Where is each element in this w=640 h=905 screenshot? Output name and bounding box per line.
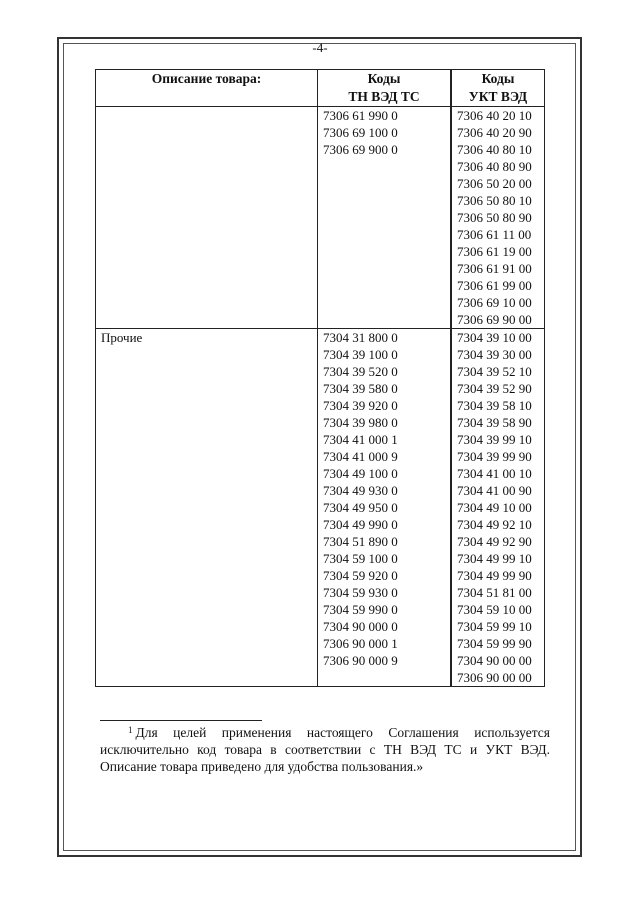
ukt-ved-cell bbox=[452, 107, 545, 329]
ukt-ved-code: 7304 59 99 90 bbox=[457, 636, 532, 651]
tn-ved-cell bbox=[318, 107, 451, 329]
ukt-ved-code: 7304 49 99 10 bbox=[457, 551, 532, 566]
ukt-ved-code: 7304 39 30 00 bbox=[457, 347, 532, 362]
ukt-ved-code: 7306 69 90 00 bbox=[457, 312, 532, 327]
ukt-ved-code: 7304 39 52 10 bbox=[457, 364, 532, 379]
tn-ved-code: 7304 49 950 0 bbox=[323, 500, 398, 515]
header-tn-ved-line2: ТН ВЭД ТС bbox=[348, 89, 420, 104]
tn-ved-code: 7304 39 520 0 bbox=[323, 364, 398, 379]
tn-ved-code: 7304 41 000 1 bbox=[323, 432, 398, 447]
ukt-ved-cell bbox=[452, 329, 545, 687]
header-tn-ved bbox=[318, 70, 451, 107]
tn-ved-code: 7304 31 800 0 bbox=[323, 330, 398, 345]
header-ukt-ved-line2: УКТ ВЭД bbox=[468, 89, 528, 104]
footnote-text: Для целей применения настоящего Соглашения используется исключительно код товара в соответствии с ТН ВЭД ТС и УКТ ВЭД. Описание товара приведено для удобства пользования.» bbox=[100, 725, 550, 774]
tn-ved-code: 7304 59 930 0 bbox=[323, 585, 398, 600]
ukt-ved-code: 7304 49 92 90 bbox=[457, 534, 532, 549]
tn-ved-code: 7304 39 580 0 bbox=[323, 381, 398, 396]
tn-ved-code: 7304 49 990 0 bbox=[323, 517, 398, 532]
tn-ved-code: 7306 69 900 0 bbox=[323, 142, 398, 157]
ukt-ved-code: 7306 50 80 90 bbox=[457, 210, 532, 225]
ukt-ved-code: 7306 50 20 00 bbox=[457, 176, 532, 191]
header-description: Описание товара: bbox=[96, 70, 318, 107]
ukt-ved-code: 7304 90 00 00 bbox=[457, 653, 532, 668]
ukt-ved-code: 7306 40 80 10 bbox=[457, 142, 532, 157]
table-row bbox=[96, 107, 545, 329]
description-cell: Прочие bbox=[96, 329, 318, 687]
footnote bbox=[100, 724, 550, 775]
tn-ved-code: 7304 49 100 0 bbox=[323, 466, 398, 481]
ukt-ved-code: 7306 61 99 00 bbox=[457, 278, 532, 293]
ukt-ved-code: 7304 59 99 10 bbox=[457, 619, 532, 634]
ukt-ved-code: 7304 39 99 10 bbox=[457, 432, 532, 447]
ukt-ved-code: 7306 50 80 10 bbox=[457, 193, 532, 208]
tn-ved-code: 7304 59 990 0 bbox=[323, 602, 398, 617]
ukt-ved-code: 7304 59 10 00 bbox=[457, 602, 532, 617]
codes-table bbox=[95, 69, 545, 687]
ukt-ved-code: 7304 39 99 90 bbox=[457, 449, 532, 464]
ukt-ved-code: 7306 40 80 90 bbox=[457, 159, 532, 174]
tn-ved-list bbox=[318, 107, 450, 158]
description-cell bbox=[96, 107, 318, 329]
ukt-ved-code: 7304 49 99 90 bbox=[457, 568, 532, 583]
ukt-ved-code: 7304 39 52 90 bbox=[457, 381, 532, 396]
tn-ved-code: 7306 90 000 9 bbox=[323, 653, 398, 668]
tn-ved-list bbox=[318, 329, 450, 669]
ukt-ved-code: 7306 40 20 10 bbox=[457, 108, 532, 123]
ukt-ved-code: 7306 61 19 00 bbox=[457, 244, 532, 259]
table-row bbox=[96, 329, 545, 687]
table-header-row bbox=[96, 70, 545, 107]
ukt-ved-code: 7304 51 81 00 bbox=[457, 585, 532, 600]
footnote-marker: 1 bbox=[128, 725, 133, 735]
ukt-ved-code: 7304 41 00 90 bbox=[457, 483, 532, 498]
header-ukt-ved bbox=[452, 70, 545, 107]
tn-ved-code: 7306 69 100 0 bbox=[323, 125, 398, 140]
tn-ved-code: 7304 41 000 9 bbox=[323, 449, 398, 464]
tn-ved-code: 7306 90 000 1 bbox=[323, 636, 398, 651]
ukt-ved-code: 7304 39 58 90 bbox=[457, 415, 532, 430]
tn-ved-code: 7304 59 100 0 bbox=[323, 551, 398, 566]
ukt-ved-code: 7306 40 20 90 bbox=[457, 125, 532, 140]
tn-ved-code: 7304 39 980 0 bbox=[323, 415, 398, 430]
tn-ved-code: 7304 90 000 0 bbox=[323, 619, 398, 634]
header-tn-ved-line1: Коды bbox=[367, 71, 401, 86]
tn-ved-code: 7304 51 890 0 bbox=[323, 534, 398, 549]
tn-ved-code: 7304 49 930 0 bbox=[323, 483, 398, 498]
header-ukt-ved-line1: Коды bbox=[481, 71, 515, 86]
tn-ved-code: 7304 39 920 0 bbox=[323, 398, 398, 413]
ukt-ved-code: 7304 49 92 10 bbox=[457, 517, 532, 532]
tn-ved-code: 7304 59 920 0 bbox=[323, 568, 398, 583]
ukt-ved-list bbox=[452, 329, 544, 686]
ukt-ved-code: 7304 41 00 10 bbox=[457, 466, 532, 481]
ukt-ved-code: 7306 61 91 00 bbox=[457, 261, 532, 276]
ukt-ved-code: 7304 49 10 00 bbox=[457, 500, 532, 515]
table-body bbox=[96, 107, 545, 687]
ukt-ved-code: 7306 61 11 00 bbox=[457, 227, 532, 242]
ukt-ved-code: 7306 90 00 00 bbox=[457, 670, 532, 685]
page-number: -4- bbox=[312, 40, 328, 55]
tn-ved-cell bbox=[318, 329, 451, 687]
ukt-ved-list bbox=[452, 107, 544, 328]
tn-ved-code: 7306 61 990 0 bbox=[323, 108, 398, 123]
ukt-ved-code: 7304 39 10 00 bbox=[457, 330, 532, 345]
tn-ved-code: 7304 39 100 0 bbox=[323, 347, 398, 362]
footnote-rule bbox=[100, 720, 262, 721]
ukt-ved-code: 7304 39 58 10 bbox=[457, 398, 532, 413]
ukt-ved-code: 7306 69 10 00 bbox=[457, 295, 532, 310]
